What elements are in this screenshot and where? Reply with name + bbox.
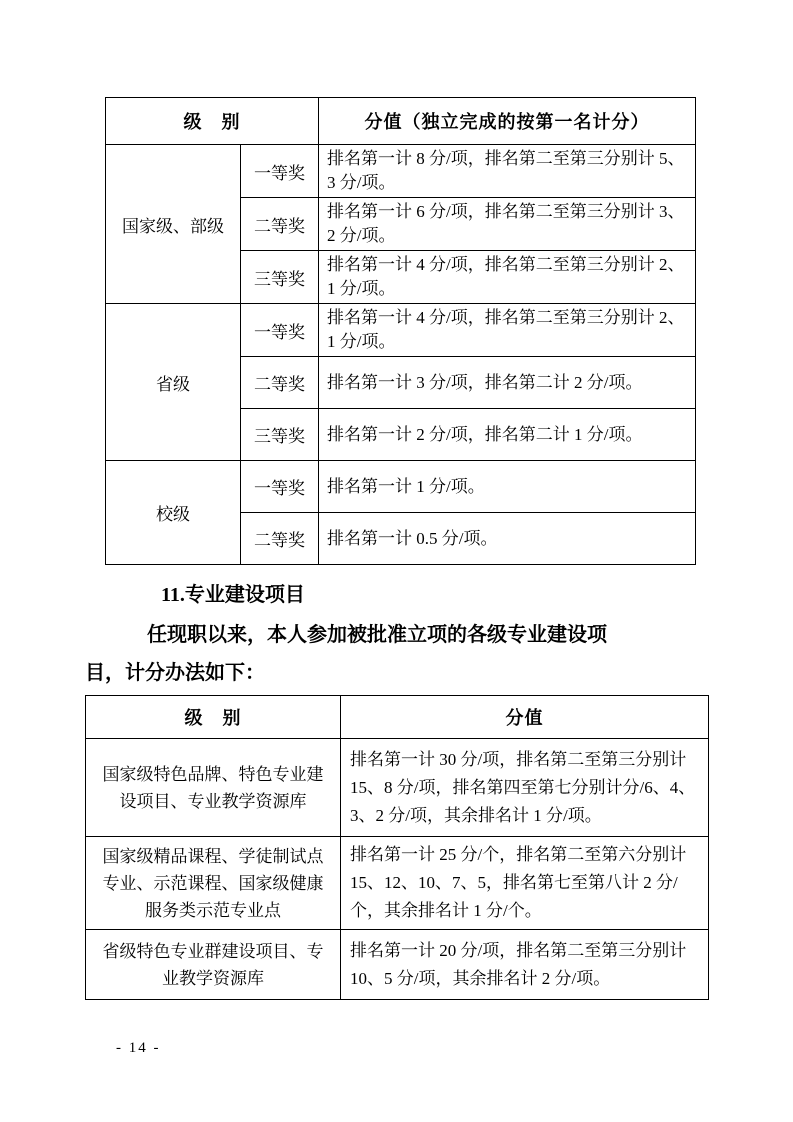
score-cell: 排名第一计 1 分/项。: [319, 461, 696, 513]
level-cell: 二等奖: [241, 513, 319, 565]
score-cell: 排名第一计 4 分/项，排名第二至第三分别计 2、1 分/项。: [319, 251, 696, 304]
section-heading: 11.专业建设项目: [161, 584, 305, 606]
table-row: [106, 145, 696, 198]
level-cell: 一等奖: [241, 145, 319, 198]
level-cell: 一等奖: [241, 304, 319, 357]
level-cell: 三等奖: [241, 409, 319, 461]
table-row: [106, 304, 696, 357]
score-cell: 排名第一计 8 分/项，排名第二至第三分别计 5、3 分/项。: [319, 145, 696, 198]
paragraph-line: 任现职以来，本人参加被批准立项的各级专业建设项: [147, 624, 607, 646]
level-cell: 二等奖: [241, 357, 319, 409]
level-cell: 二等奖: [241, 198, 319, 251]
table-row: [86, 739, 709, 837]
score-cell: 排名第一计 25 分/个，排名第二至第六分别计 15、12、10、7、5，排名第七至第八计 2 分/个，其余排名计 1 分/个。: [341, 837, 709, 930]
header-level-cell: 级 别: [106, 98, 319, 145]
group-cell-province: 省级: [106, 304, 241, 461]
score-cell: 排名第一计 2 分/项，排名第二计 1 分/项。: [319, 409, 696, 461]
level-cell: 一等奖: [241, 461, 319, 513]
paragraph-line: 目，计分办法如下：: [85, 662, 265, 684]
group-cell-national: 国家级、部级: [106, 145, 241, 304]
level-cell: 三等奖: [241, 251, 319, 304]
score-cell: 排名第一计 0.5 分/项。: [319, 513, 696, 565]
table-row: [106, 461, 696, 513]
table-row: [86, 837, 709, 930]
table-row: [86, 930, 709, 1000]
score-cell: 排名第一计 20 分/项，排名第二至第三分别计 10、5 分/项，其余排名计 2 分/项。: [341, 930, 709, 1000]
header-score-cell: 分值（独立完成的按第一名计分）: [319, 98, 696, 145]
group-cell-school: 校级: [106, 461, 241, 565]
table-header-row: [86, 696, 709, 739]
project-score-table: [85, 695, 709, 1000]
section-paragraph: [85, 616, 697, 692]
score-cell: 排名第一计 30 分/项，排名第二至第三分别计 15、8 分/项，排名第四至第七分别计分/6、4、3、2 分/项，其余排名计 1 分/项。: [341, 739, 709, 837]
category-cell: 国家级特色品牌、特色专业建设项目、专业教学资源库: [86, 739, 341, 837]
category-cell: 省级特色专业群建设项目、专业教学资源库: [86, 930, 341, 1000]
header-score-cell: 分值: [341, 696, 709, 739]
table-header-row: [106, 98, 696, 145]
header-level-cell: 级 别: [86, 696, 341, 739]
score-cell: 排名第一计 3 分/项，排名第二计 2 分/项。: [319, 357, 696, 409]
page-number: - 14 -: [116, 1040, 161, 1056]
category-cell: 国家级精品课程、学徒制试点专业、示范课程、国家级健康服务类示范专业点: [86, 837, 341, 930]
award-score-table: [105, 97, 696, 565]
score-cell: 排名第一计 6 分/项，排名第二至第三分别计 3、2 分/项。: [319, 198, 696, 251]
score-cell: 排名第一计 4 分/项，排名第二至第三分别计 2、1 分/项。: [319, 304, 696, 357]
